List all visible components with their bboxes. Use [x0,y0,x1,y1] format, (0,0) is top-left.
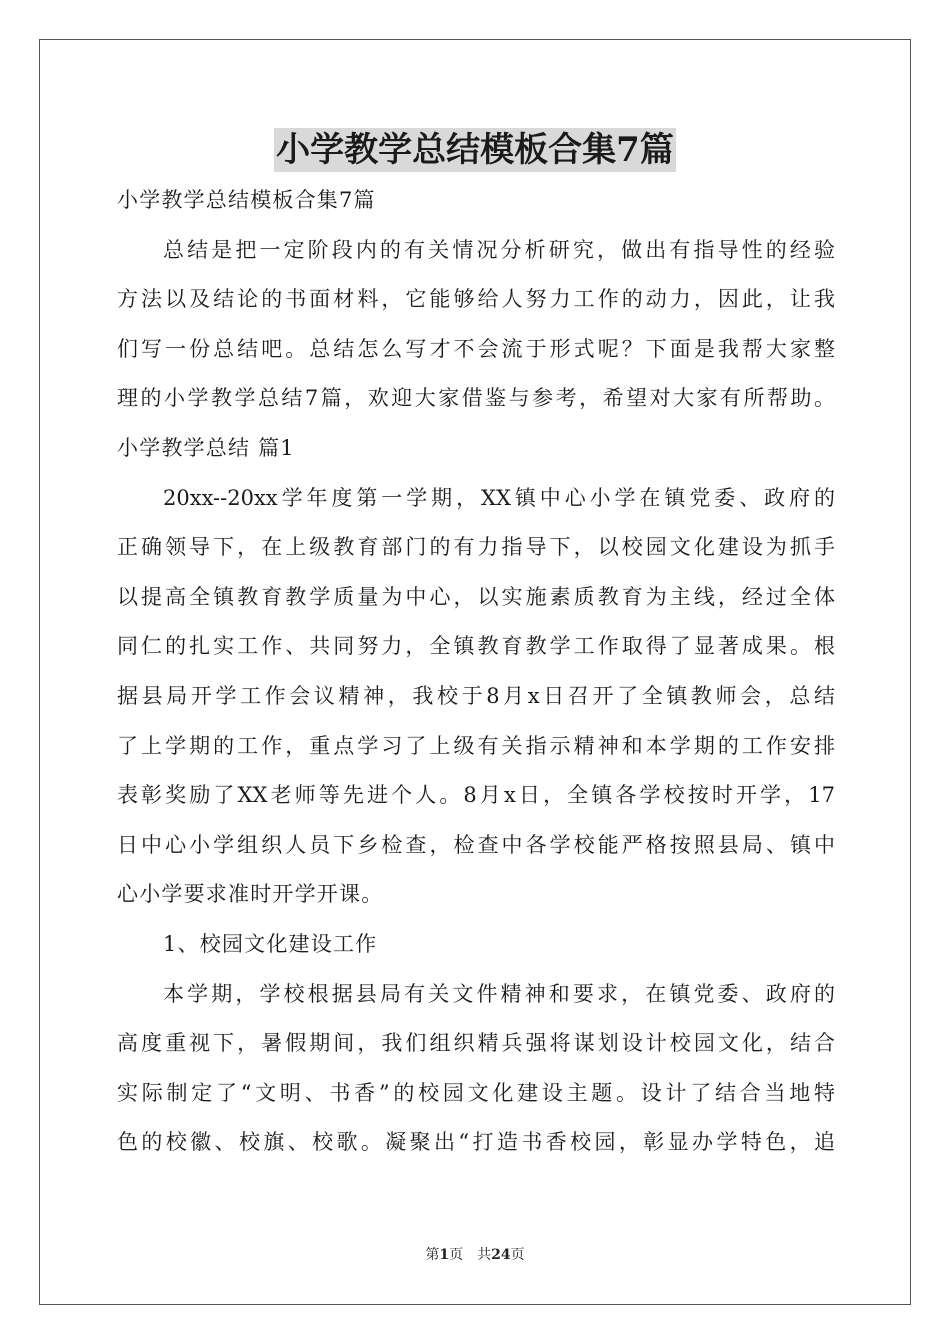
footer-total-pages: 24 [491,1247,511,1263]
paragraph-line: 实际制定了“文明、书香”的校园文化建设主题。设计了结合当地特 [117,1080,835,1105]
paragraph-line: 以提高全镇教育教学质量为中心，以实施素质教育为主线，经过全体 [117,584,835,609]
page-footer [0,1244,950,1264]
paragraph-line: 同仁的扎实工作、共同努力，全镇教育教学工作取得了显著成果。根 [117,634,835,659]
footer-page-number: 1 [439,1247,450,1263]
paragraph-line: 总结是把一定阶段内的有关情况分析研究，做出有指导性的经验 [163,237,835,262]
subsection-heading: 1、校园文化建设工作 [163,931,378,956]
document-body [117,176,835,1168]
paragraph-line: 们写一份总结吧。总结怎么写才不会流于形式呢？下面是我帮大家整 [117,336,835,361]
subtitle-line: 小学教学总结模板合集7篇 [117,188,376,212]
paragraph-line: 了上学期的工作，重点学习了上级有关指示精神和本学期的工作安排 [117,733,835,758]
paragraph-line: 理的小学教学总结7篇，欢迎大家借鉴与参考，希望对大家有所帮助。 [117,386,835,411]
paragraph-line: 20xx--20xx学年度第一学期，XX镇中心小学在镇党委、政府的 [163,485,835,510]
title-container [0,128,950,172]
paragraph-line: 本学期，学校根据县局有关文件精神和要求，在镇党委、政府的 [163,981,835,1006]
footer-middle: 页 共 [449,1247,492,1263]
paragraph-line: 据县局开学工作会议精神，我校于8月x日召开了全镇教师会，总结 [117,683,835,708]
section-heading: 小学教学总结 篇1 [117,435,295,460]
document-title: 小学教学总结模板合集7篇 [276,130,674,170]
paragraph-line: 正确领导下，在上级教育部门的有力指导下，以校园文化建设为抓手 [117,535,835,560]
paragraph-line: 高度重视下，暑假期间，我们组织精兵强将谋划设计校园文化，结合 [117,1031,835,1056]
footer-suffix: 页 [510,1247,525,1263]
paragraph-line: 心小学要求准时开学开课。 [117,882,384,907]
paragraph-line: 日中心小学组织人员下乡检查，检查中各学校能严格按照县局、镇中 [117,832,835,857]
paragraph-line: 方法以及结论的书面材料，它能够给人努力工作的动力，因此，让我 [117,287,835,312]
paragraph-line: 表彰奖励了XX老师等先进个人。8月x日，全镇各学校按时开学，17 [117,783,835,808]
paragraph-line: 色的校徽、校旗、校歌。凝聚出“打造书香校园，彰显办学特色，追 [117,1130,835,1155]
footer-prefix: 第 [425,1247,440,1263]
